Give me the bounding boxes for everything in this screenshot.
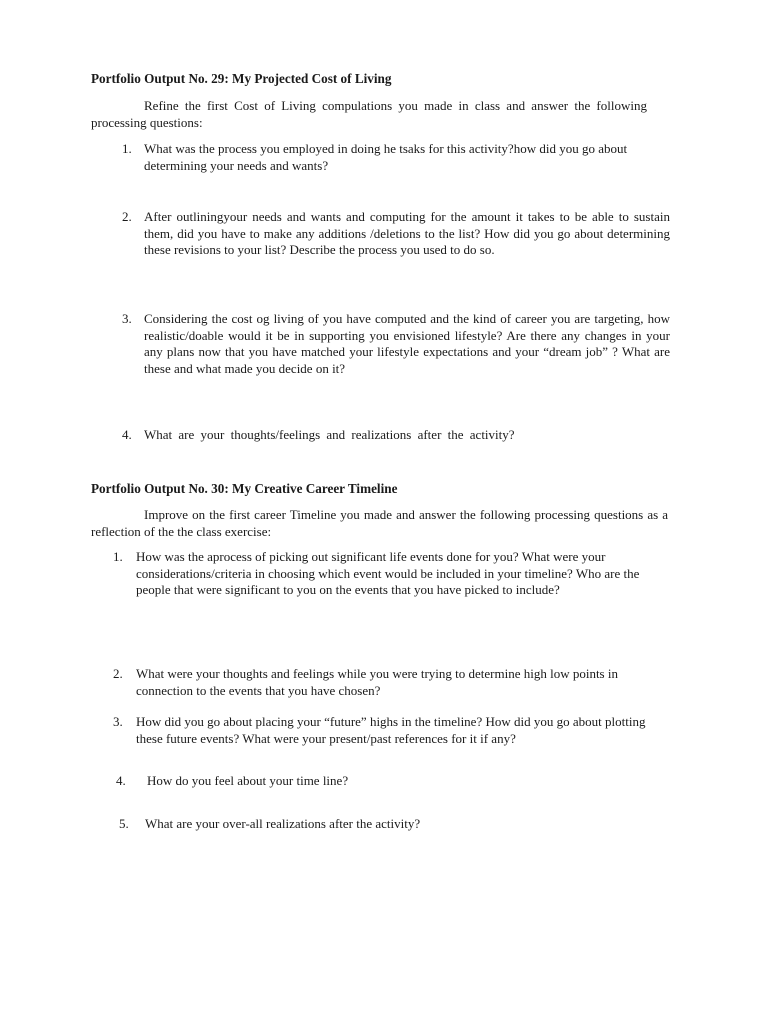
question-number: 3. [122, 311, 132, 326]
section-30-title: Portfolio Output No. 30: My Creative Career Timeline [91, 481, 398, 496]
question-text: How did you go about placing your “future” highs in the timeline? How did you go about plotting these future events? What were your present/past references for it if any? [136, 714, 646, 746]
question-number: 3. [113, 714, 123, 729]
question-number: 5. [119, 816, 129, 831]
question-text: What was the process you employed in doing he tsaks for this activity?how did you go about determining your needs and wants? [144, 141, 628, 173]
question-number: 2. [122, 209, 132, 224]
section-30-intro [91, 507, 668, 540]
question-number: 1. [122, 141, 132, 156]
question-text: What were your thoughts and feelings while you were trying to determine high low points in connection to the events that you have chosen? [136, 666, 618, 698]
question-text: What are your thoughts/feelings and realizations after the activity? [144, 427, 515, 442]
question-number: 1. [113, 549, 123, 564]
section-29-intro-text: Refine the first Cost of Living compulations you made in class and answer the following processing questions: [91, 98, 647, 130]
question-text: Considering the cost og living of you have computed and the kind of career you are targeting, how realistic/doable would it be in supporting you envisioned lifestyle? Are there any changes in your any plans now that you have matched your lifestyle expectations and your “dream job” ? What are these and what made you decide on it? [144, 311, 670, 376]
section-29-intro [91, 98, 647, 131]
question-number: 4. [122, 427, 132, 442]
question-text: What are your over-all realizations after the activity? [145, 816, 421, 831]
question-number: 4. [116, 773, 126, 788]
question-text: How was the aprocess of picking out significant life events done for you? What were your considerations/criteria in choosing which event would be included in your timeline? Who are the people that were significant to you on the events that you have picked to include? [136, 549, 640, 597]
question-number: 2. [113, 666, 123, 681]
question-text: After outliningyour needs and wants and computing for the amount it takes to be able to sustain them, did you have to make any additions /deletions to the list? How did you go about determining these revisions to your list? Describe the process you used to do so. [144, 209, 670, 257]
section-29-title: Portfolio Output No. 29: My Projected Cost of Living [91, 71, 392, 86]
question-text: How do you feel about your time line? [147, 773, 349, 788]
section-30-intro-text: Improve on the first career Timeline you made and answer the following processing questions as a reflection of the the class exercise: [91, 507, 668, 539]
